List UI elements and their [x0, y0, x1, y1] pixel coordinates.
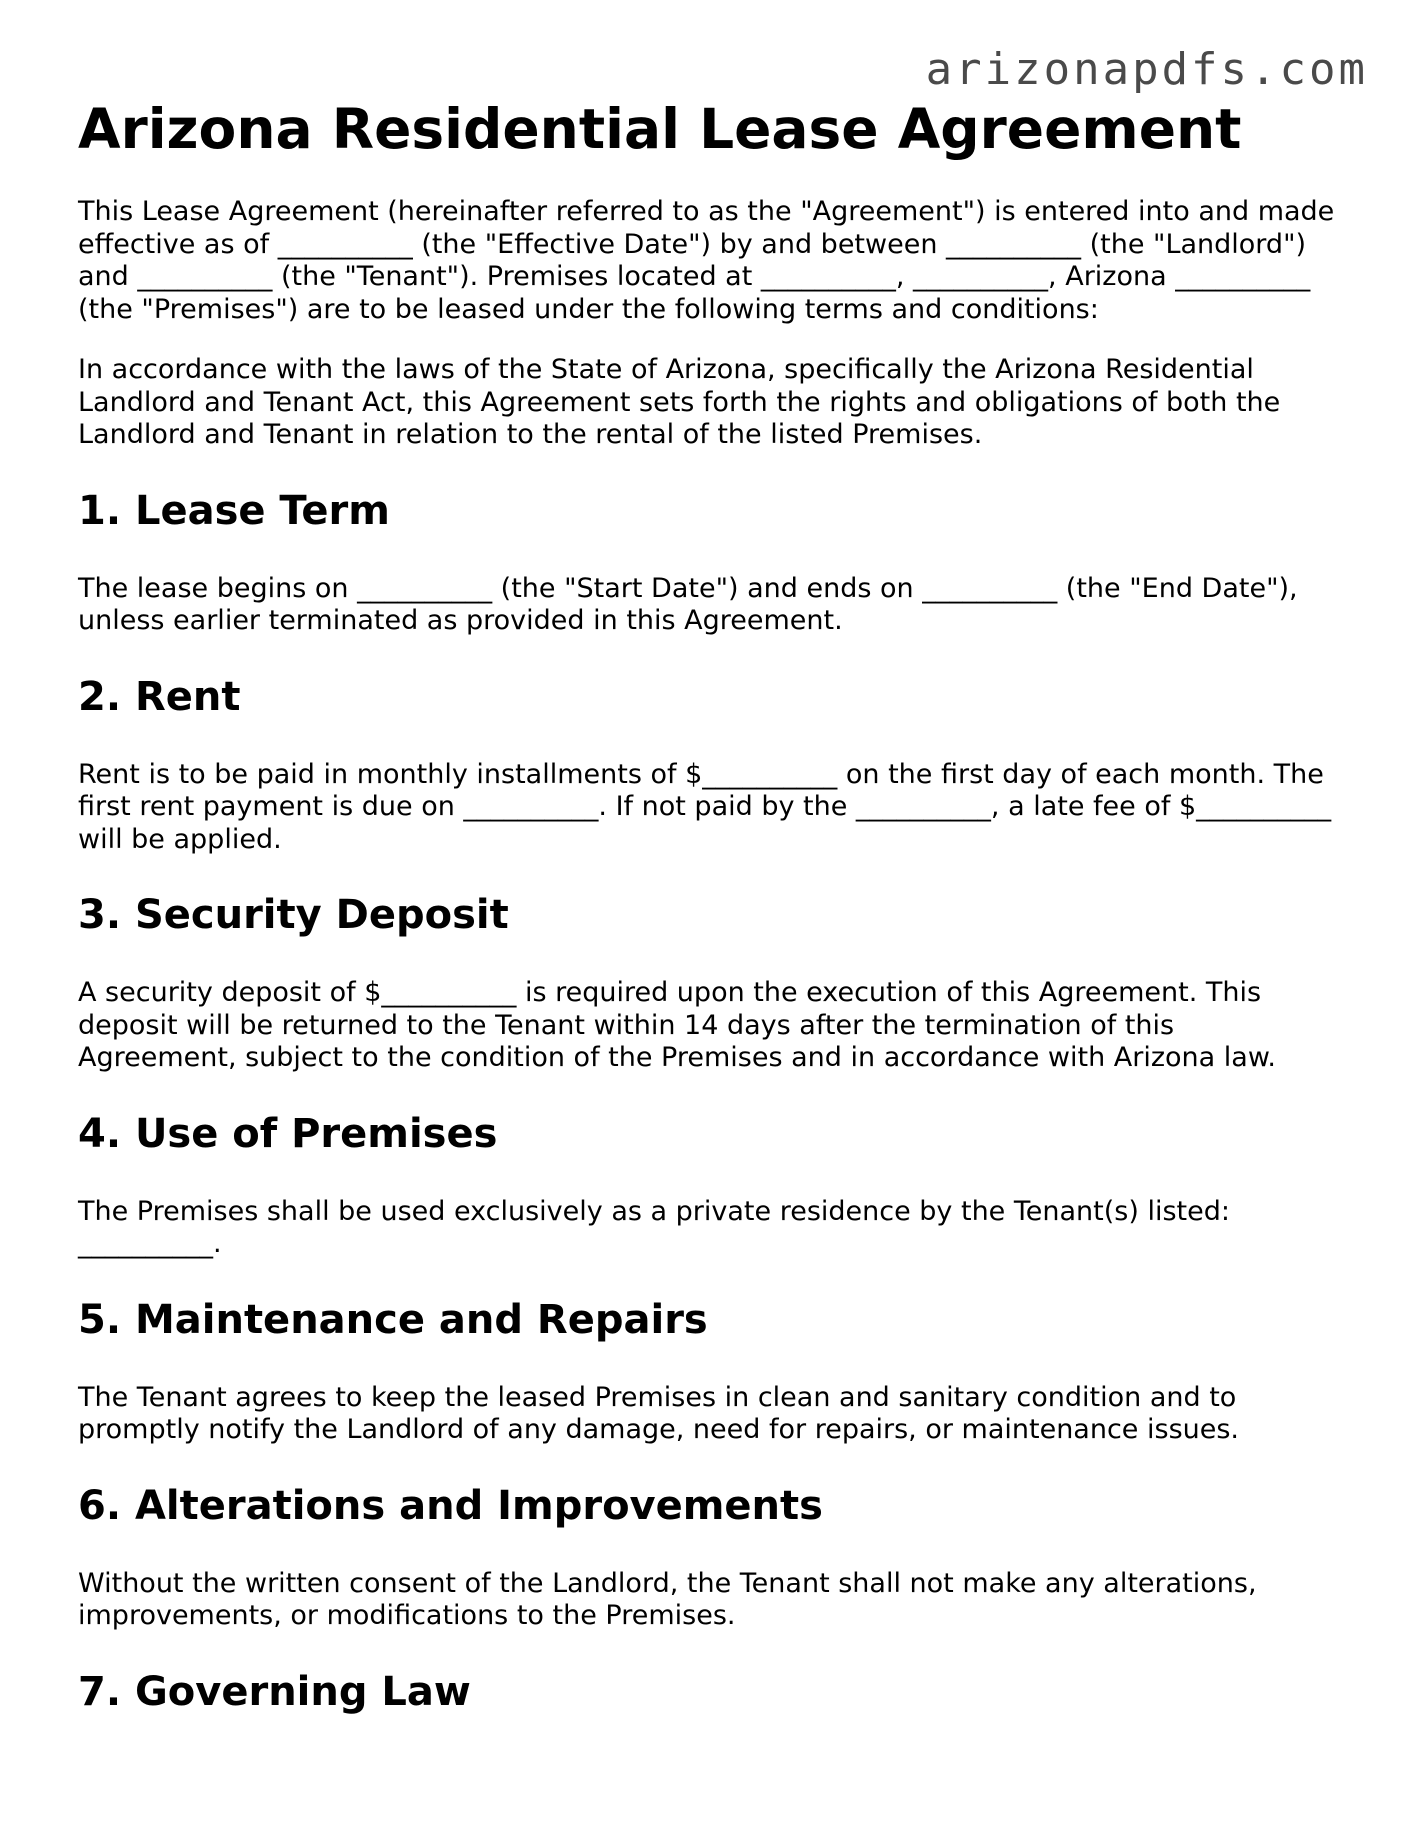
section-body-lease-term: The lease begins on __________ (the "Start Date") and ends on __________ (the "End Date"), unless earlier terminated as provided in this Agreement. [78, 572, 1298, 636]
section-heading-security-deposit: 3. Security Deposit [78, 892, 509, 938]
document-title: Arizona Residential Lease Agreement [78, 97, 1242, 161]
section-heading-lease-term: 1. Lease Term [78, 487, 390, 534]
section-heading-alterations: 6. Alterations and Improvements [78, 1482, 823, 1529]
section-body-security-deposit: A security deposit of $__________ is required upon the execution of this Agreement. This deposit will be returned to the Tenant within 14 days after the termination of this Agreement, subject to the condition of the Premises and in accordance with Arizona law. [78, 977, 1277, 1073]
section-heading-governing-law: 7. Governing Law [78, 1668, 471, 1715]
section-body-alterations: Without the written consent of the Landlord, the Tenant shall not make any alterations, improvements, or modifications to the Premises. [78, 1567, 1257, 1631]
site-watermark: arizonapdfs.com [925, 44, 1368, 95]
section-heading-rent: 2. Rent [78, 673, 241, 720]
document-page [78, 96, 1338, 1754]
section-body-rent: Rent is to be paid in monthly installments of $__________ on the first day of each month. The first rent payment is due on __________. If not paid by the __________, a late fee of $__________ will be applied. [78, 758, 1332, 855]
intro-paragraph: This Lease Agreement (hereinafter referred to as the "Agreement") is entered into and made effective as of __________ (the "Effective Date") by and between __________ (the "Landlord") and __________ (the "Tenant"). Premises located at __________, __________, Arizona __________ (the "Premises") are to be leased under the following terms and conditions: [78, 196, 1335, 325]
section-heading-use-of-premises: 4. Use of Premises [78, 1110, 498, 1157]
intro-paragraph: In accordance with the laws of the State of Arizona, specifically the Arizona Residential Landlord and Tenant Act, this Agreement sets forth the rights and obligations of both the Landlord and Tenant in relation to the rental of the listed Premises. [78, 354, 1281, 450]
section-body-maintenance: The Tenant agrees to keep the leased Premises in clean and sanitary condition and to promptly notify the Landlord of any damage, need for repairs, or maintenance issues. [78, 1381, 1240, 1445]
section-heading-maintenance: 5. Maintenance and Repairs [78, 1296, 708, 1343]
section-body-use-of-premises: The Premises shall be used exclusively as a private residence by the Tenant(s) listed: __________. [78, 1195, 1230, 1259]
